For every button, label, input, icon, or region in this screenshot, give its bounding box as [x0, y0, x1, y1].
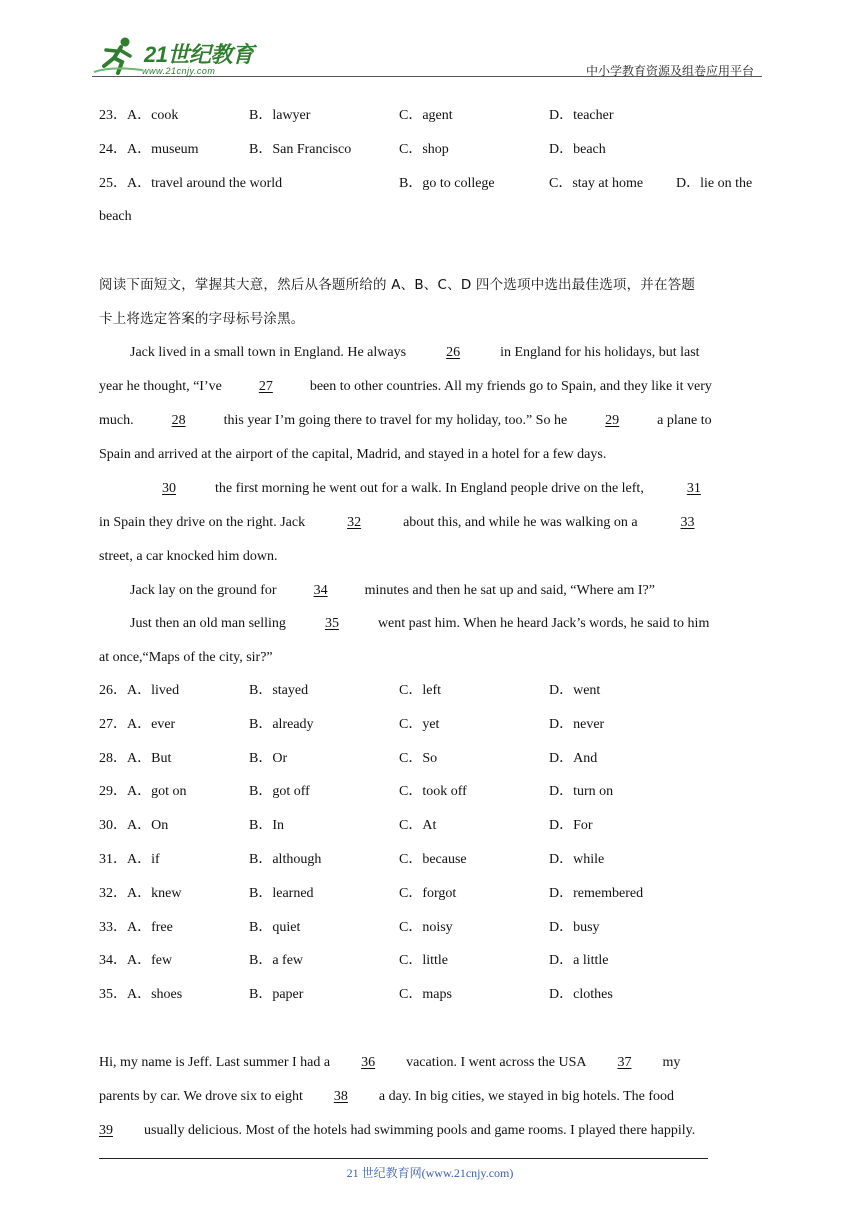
- option-c: C．forgot: [399, 886, 457, 901]
- option-a: 35．A．shoes: [99, 987, 183, 1002]
- option-b: B．go to college: [399, 176, 495, 191]
- option-b: B．paper: [249, 987, 304, 1002]
- option-d: D．turn on: [549, 784, 614, 799]
- option-c: C．yet: [399, 717, 440, 732]
- option-b: B．stayed: [249, 683, 309, 698]
- blank-34: 34: [313, 583, 328, 598]
- option-a: 25．A．travel around the world: [99, 176, 283, 191]
- question-24: [99, 140, 761, 160]
- option-b: B．learned: [249, 886, 314, 901]
- question-23: [99, 106, 761, 126]
- option-b: B．Or: [249, 751, 288, 766]
- blank-26: 26: [446, 345, 461, 360]
- option-c: C．stay at home: [549, 176, 644, 191]
- instructions-line-2: 卡上将选定答案的字母标号涂黑。: [99, 311, 305, 327]
- logo-url: www.21cnjy.com: [142, 66, 216, 76]
- blank-31: 31: [686, 481, 701, 496]
- passage1-para2-line-1: 30 the first morning he went out for a walk. In England people drive on the left, 31: [130, 479, 761, 499]
- option-a: 26．A．lived: [99, 683, 180, 698]
- header-divider: [92, 76, 762, 77]
- question-29: [99, 782, 761, 802]
- option-a: 30．A．On: [99, 818, 169, 833]
- option-c: C．shop: [399, 142, 449, 157]
- blank-27: 27: [258, 379, 273, 394]
- option-d: D．remembered: [549, 886, 644, 901]
- option-d: D．And: [549, 751, 598, 766]
- option-c: C．agent: [399, 108, 453, 123]
- question-31: [99, 850, 761, 870]
- blank-37: 37: [617, 1055, 632, 1070]
- option-a: 31．A．if: [99, 852, 160, 867]
- option-b: B．San Francisco: [249, 142, 352, 157]
- blank-33: 33: [680, 515, 695, 530]
- passage2-line-1: Hi, my name is Jeff. Last summer I had a 36 vacation. I went across the USA 37 my: [99, 1053, 761, 1073]
- blank-30: 30: [162, 481, 176, 496]
- option-d: D．lie on the: [676, 176, 753, 191]
- question-30: [99, 816, 761, 836]
- option-a: 27．A．ever: [99, 717, 176, 732]
- option-a: 28．A．But: [99, 751, 172, 766]
- option-d: D．For: [549, 818, 593, 833]
- option-d: D．clothes: [549, 987, 613, 1002]
- blank-28: 28: [171, 413, 186, 428]
- option-d: D．beach: [549, 142, 606, 157]
- option-c: C．left: [399, 683, 441, 698]
- option-d: D．busy: [549, 920, 600, 935]
- passage1-line-1: Jack lived in a small town in England. He always 26 in England for his holidays, but last: [130, 343, 761, 363]
- question-25: [99, 174, 761, 194]
- question-28: [99, 749, 761, 769]
- option-c: C．little: [399, 953, 448, 968]
- question-26: [99, 681, 761, 701]
- question-27: [99, 715, 761, 735]
- question-33: [99, 918, 761, 938]
- question-32: [99, 884, 761, 904]
- passage1-para2-line-3: street, a car knocked him down.: [99, 549, 278, 564]
- passage2-line-2: parents by car. We drove six to eight 38 a day. In big cities, we stayed in big hotels. The food: [99, 1087, 761, 1107]
- passage1-line-2: year he thought, “I’ve 27 been to other countries. All my friends go to Spain, and they like it very: [99, 377, 761, 397]
- passage2-line-3: 39 usually delicious. Most of the hotels had swimming pools and game rooms. I played there happily.: [99, 1121, 761, 1141]
- passage1-para3: Jack lay on the ground for 34 minutes and then he sat up and said, “Where am I?”: [130, 581, 761, 601]
- option-c: C．because: [399, 852, 467, 867]
- option-d: D．a little: [549, 953, 609, 968]
- option-c: C．maps: [399, 987, 452, 1002]
- site-logo: [92, 36, 262, 78]
- blank-29: 29: [605, 413, 620, 428]
- option-b: B．got off: [249, 784, 310, 799]
- option-a: 24．A．museum: [99, 142, 199, 157]
- page-header: [92, 30, 762, 80]
- passage1-line-4: Spain and arrived at the airport of the capital, Madrid, and stayed in a hotel for a few days.: [99, 447, 607, 462]
- blank-36: 36: [361, 1055, 376, 1070]
- instructions-line-1: 阅读下面短文，掌握其大意，然后从各题所给的 A、B、C、D 四个选项中选出最佳选项，并在答题: [99, 277, 696, 293]
- blank-35: 35: [324, 616, 339, 631]
- option-a: 29．A．got on: [99, 784, 187, 799]
- option-a: 33．A．free: [99, 920, 173, 935]
- option-b: B．lawyer: [249, 108, 311, 123]
- option-a: 34．A．few: [99, 953, 173, 968]
- option-a: 32．A．knew: [99, 886, 182, 901]
- blank-39: 39: [99, 1123, 113, 1138]
- option-d: D．went: [549, 683, 601, 698]
- option-d: D．never: [549, 717, 605, 732]
- question-34: [99, 951, 761, 971]
- option-c: C．So: [399, 751, 438, 766]
- option-b: B．In: [249, 818, 284, 833]
- option-b: B．quiet: [249, 920, 301, 935]
- logo-text: 21世纪教育: [144, 42, 254, 67]
- option-d: D．while: [549, 852, 605, 867]
- blank-38: 38: [333, 1089, 348, 1104]
- footer-divider: [99, 1158, 708, 1159]
- option-c: C．noisy: [399, 920, 453, 935]
- passage1-line-3: much. 28 this year I’m going there to travel for my holiday, too.” So he 29 a plane to: [99, 411, 761, 431]
- question-25-continued: beach: [99, 209, 132, 224]
- option-c: C．took off: [399, 784, 467, 799]
- passage1-para4-line-1: Just then an old man selling 35 went past him. When he heard Jack’s words, he said to him: [130, 614, 761, 634]
- option-b: B．a few: [249, 953, 304, 968]
- passage1-para4-line-2: at once,“Maps of the city, sir?”: [99, 650, 273, 665]
- header-platform-title: 中小学教育资源及组卷应用平台: [585, 64, 754, 78]
- runner-logo-icon: [92, 36, 144, 76]
- blank-32: 32: [347, 515, 362, 530]
- option-b: B．already: [249, 717, 314, 732]
- footer-text: 21 世纪教育网(www.21cnjy.com): [346, 1166, 514, 1180]
- option-a: 23．A．cook: [99, 108, 179, 123]
- passage1-para2-line-2: in Spain they drive on the right. Jack 32 about this, and while he was walking on a 33: [99, 513, 761, 533]
- question-35: [99, 985, 761, 1005]
- option-d: D．teacher: [549, 108, 614, 123]
- option-c: C．At: [399, 818, 437, 833]
- option-b: B．although: [249, 852, 322, 867]
